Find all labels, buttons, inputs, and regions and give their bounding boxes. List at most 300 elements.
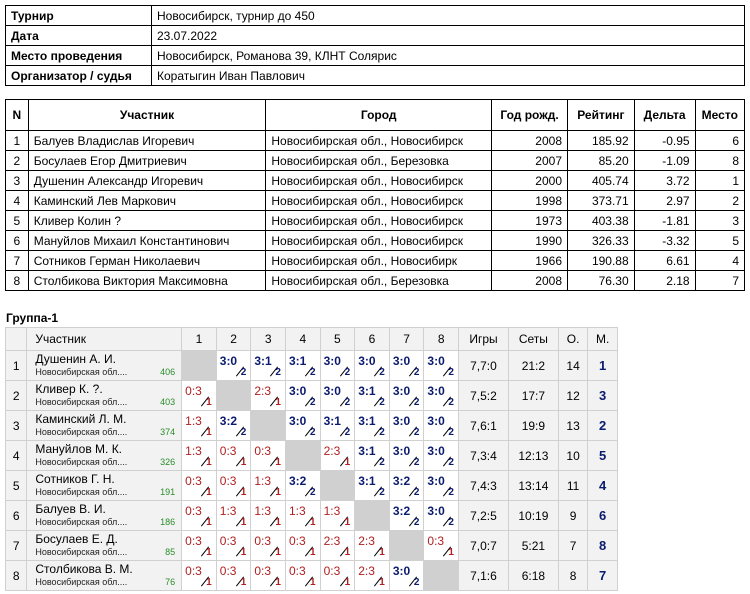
group-player bbox=[27, 471, 182, 501]
match-points: 1 bbox=[448, 547, 454, 558]
match-score-cell[interactable] bbox=[182, 501, 217, 531]
place-value: 1 bbox=[599, 358, 607, 373]
match-points: 2 bbox=[413, 517, 420, 528]
match-score-cell[interactable] bbox=[389, 471, 424, 501]
info-row bbox=[6, 46, 745, 66]
participant-row bbox=[6, 231, 745, 251]
match-score-cell[interactable] bbox=[251, 381, 286, 411]
group-player bbox=[27, 501, 182, 531]
participant-cell: -0.95 bbox=[634, 131, 695, 151]
group-row bbox=[6, 441, 618, 471]
group-sets: 10:19 bbox=[508, 501, 558, 531]
place-value: 2 bbox=[599, 418, 607, 433]
group-place bbox=[588, 531, 618, 561]
participants-header: Год рожд. bbox=[492, 100, 568, 131]
match-score: 0:3 bbox=[219, 474, 237, 488]
match-score: 3:0 bbox=[288, 384, 307, 398]
player-name[interactable]: Каминский Л. М. bbox=[35, 412, 127, 426]
match-points: 2 bbox=[413, 397, 420, 408]
participants-header: Место bbox=[695, 100, 744, 131]
player-name[interactable]: Мануйлов М. К. bbox=[35, 442, 123, 456]
player-city: Новосибирская обл.... bbox=[35, 487, 128, 497]
player-rating: 85 bbox=[165, 547, 176, 557]
match-score: 0:3 bbox=[185, 564, 202, 578]
match-score: 2:3 bbox=[323, 534, 341, 548]
match-points: 2 bbox=[413, 487, 420, 498]
match-score: 3:0 bbox=[392, 414, 411, 428]
match-score: 2:3 bbox=[358, 564, 375, 578]
participant-cell: 2008 bbox=[492, 271, 568, 291]
participant-row bbox=[6, 191, 745, 211]
diagonal-cell bbox=[216, 381, 251, 411]
group-sets: 6:18 bbox=[508, 561, 558, 591]
match-points: 2 bbox=[448, 367, 454, 378]
info-label: Дата bbox=[6, 26, 152, 46]
info-value: Коратыгин Иван Павлович bbox=[152, 66, 745, 86]
match-points: 1 bbox=[275, 577, 281, 588]
match-score: 1:3 bbox=[254, 474, 272, 488]
participant-cell: 1998 bbox=[492, 191, 568, 211]
match-points: 1 bbox=[344, 547, 351, 558]
player-rating: 326 bbox=[160, 457, 176, 467]
group-player bbox=[27, 411, 182, 441]
group-row-number: 7 bbox=[6, 531, 27, 561]
participant-cell: Душенин Александр Игоревич bbox=[28, 171, 266, 191]
participant-cell: 190.88 bbox=[568, 251, 635, 271]
participant-cell: 6 bbox=[695, 131, 744, 151]
match-points: 2 bbox=[379, 397, 385, 408]
match-score: 1:3 bbox=[323, 504, 341, 518]
match-points: 1 bbox=[206, 457, 212, 468]
player-name[interactable]: Кливер К. ?. bbox=[35, 382, 103, 396]
group-sets: 12:13 bbox=[508, 441, 558, 471]
match-points: 1 bbox=[379, 577, 385, 588]
participant-cell: 2008 bbox=[492, 131, 568, 151]
participant-cell: 403.38 bbox=[568, 211, 635, 231]
match-points: 2 bbox=[344, 427, 351, 438]
match-score-cell[interactable] bbox=[389, 501, 424, 531]
player-rating: 186 bbox=[160, 517, 176, 527]
match-score-cell[interactable] bbox=[424, 471, 459, 501]
participant-cell: 326.33 bbox=[568, 231, 635, 251]
place-value: 3 bbox=[599, 388, 607, 403]
match-score: 0:3 bbox=[427, 534, 445, 548]
match-score: 3:0 bbox=[392, 384, 411, 398]
player-name[interactable]: Душенин А. И. bbox=[35, 352, 116, 366]
match-score-cell[interactable] bbox=[182, 531, 217, 561]
participant-cell: 6 bbox=[6, 231, 29, 251]
match-score-cell[interactable] bbox=[216, 411, 251, 441]
match-score: 3:0 bbox=[323, 384, 341, 398]
group-player bbox=[27, 531, 182, 561]
diagonal-cell bbox=[182, 351, 217, 381]
match-score-cell[interactable] bbox=[182, 381, 217, 411]
match-score-cell[interactable] bbox=[389, 351, 424, 381]
match-score-cell[interactable] bbox=[389, 561, 424, 591]
diagonal-cell bbox=[389, 531, 424, 561]
info-label: Организатор / судья bbox=[6, 66, 152, 86]
match-points: 1 bbox=[344, 577, 351, 588]
match-points: 2 bbox=[344, 367, 351, 378]
group-games: 7,5:2 bbox=[459, 381, 509, 411]
match-score-cell[interactable] bbox=[355, 471, 390, 501]
match-points: 1 bbox=[206, 397, 212, 408]
participant-cell: 5 bbox=[695, 231, 744, 251]
group-sets: 5:21 bbox=[508, 531, 558, 561]
match-points: 1 bbox=[240, 457, 247, 468]
match-score-cell[interactable] bbox=[320, 561, 355, 591]
participant-cell: 185.92 bbox=[568, 131, 635, 151]
match-score-cell[interactable] bbox=[320, 411, 355, 441]
participant-cell: 85.20 bbox=[568, 151, 635, 171]
match-points: 2 bbox=[309, 367, 316, 378]
group-row bbox=[6, 381, 618, 411]
player-rating: 191 bbox=[160, 487, 176, 497]
match-points: 1 bbox=[379, 547, 385, 558]
match-points: 2 bbox=[309, 397, 316, 408]
group-header-col: 6 bbox=[355, 328, 390, 351]
match-score-cell[interactable] bbox=[424, 381, 459, 411]
group-header-col: 7 bbox=[389, 328, 424, 351]
match-points: 1 bbox=[309, 517, 316, 528]
participant-cell: Новосибирская обл., Новосибирск bbox=[266, 191, 492, 211]
match-score-cell[interactable] bbox=[285, 531, 320, 561]
participant-cell: 2.18 bbox=[634, 271, 695, 291]
match-score-cell[interactable] bbox=[320, 501, 355, 531]
group-games: 7,4:3 bbox=[459, 471, 509, 501]
match-score: 3:0 bbox=[427, 474, 445, 488]
match-points: 1 bbox=[240, 487, 247, 498]
place-value: 5 bbox=[599, 448, 607, 463]
group-points: 8 bbox=[558, 561, 588, 591]
group-sets: 19:9 bbox=[508, 411, 558, 441]
participant-cell: 8 bbox=[695, 151, 744, 171]
participant-cell: 1 bbox=[695, 171, 744, 191]
match-score: 2:3 bbox=[254, 384, 272, 398]
match-score: 3:2 bbox=[392, 474, 411, 488]
participant-cell: 7 bbox=[695, 271, 744, 291]
player-rating: 374 bbox=[160, 427, 176, 437]
participant-row bbox=[6, 151, 745, 171]
group-row bbox=[6, 531, 618, 561]
match-score: 1:3 bbox=[185, 414, 202, 428]
group-row bbox=[6, 561, 618, 591]
match-score-cell[interactable] bbox=[285, 561, 320, 591]
group-points: 14 bbox=[558, 351, 588, 381]
match-score-cell[interactable] bbox=[182, 441, 217, 471]
match-score: 1:3 bbox=[288, 504, 306, 518]
match-score-cell[interactable] bbox=[182, 471, 217, 501]
participant-cell: Новосибирская обл., Новосибирск bbox=[266, 131, 492, 151]
group-header-sets: Сеты bbox=[508, 328, 558, 351]
participant-cell: 2 bbox=[695, 191, 744, 211]
match-points: 2 bbox=[309, 487, 316, 498]
diagonal-cell bbox=[251, 411, 286, 441]
match-points: 1 bbox=[344, 517, 351, 528]
match-score-cell[interactable] bbox=[251, 561, 286, 591]
match-points: 2 bbox=[448, 517, 454, 528]
group-row-number: 1 bbox=[6, 351, 27, 381]
participants-header: Участник bbox=[28, 100, 266, 131]
match-points: 2 bbox=[379, 457, 385, 468]
player-name[interactable]: Балуев В. И. bbox=[35, 502, 106, 516]
match-score: 3:1 bbox=[358, 384, 376, 398]
participant-cell: 4 bbox=[6, 191, 29, 211]
participant-cell: 1973 bbox=[492, 211, 568, 231]
player-name[interactable]: Столбикова В. М. bbox=[35, 562, 133, 576]
match-points: 2 bbox=[344, 397, 351, 408]
participant-cell: Балуев Владислав Игоревич bbox=[28, 131, 266, 151]
match-score-cell[interactable] bbox=[251, 351, 286, 381]
match-score: 3:1 bbox=[358, 414, 376, 428]
match-score-cell[interactable] bbox=[216, 471, 251, 501]
participant-cell: Сотников Герман Николаевич bbox=[28, 251, 266, 271]
player-name[interactable]: Сотников Г. Н. bbox=[35, 472, 115, 486]
match-points: 2 bbox=[413, 367, 420, 378]
group-place bbox=[588, 381, 618, 411]
participant-cell: 3 bbox=[695, 211, 744, 231]
match-score-cell[interactable] bbox=[285, 351, 320, 381]
group-header-participant: Участник bbox=[27, 328, 182, 351]
match-score-cell[interactable] bbox=[389, 411, 424, 441]
participant-row bbox=[6, 131, 745, 151]
match-score-cell[interactable] bbox=[285, 501, 320, 531]
match-score-cell[interactable] bbox=[320, 381, 355, 411]
group-row bbox=[6, 411, 618, 441]
match-score: 3:0 bbox=[392, 354, 411, 368]
match-points: 2 bbox=[275, 367, 281, 378]
participant-cell: Новосибирская обл., Березовка bbox=[266, 151, 492, 171]
match-score: 2:3 bbox=[323, 444, 341, 458]
group-sets: 13:14 bbox=[508, 471, 558, 501]
info-value: Новосибирск, турнир до 450 bbox=[152, 6, 745, 26]
participant-cell: Мануйлов Михаил Константинович bbox=[28, 231, 266, 251]
match-score: 0:3 bbox=[288, 534, 306, 548]
match-score: 3:0 bbox=[427, 504, 445, 518]
match-score: 3:0 bbox=[358, 354, 376, 368]
match-score-cell[interactable] bbox=[320, 531, 355, 561]
place-value: 8 bbox=[599, 538, 607, 553]
group-title: Группа-1 bbox=[6, 311, 59, 325]
diagonal-cell bbox=[285, 441, 320, 471]
tournament-info-table bbox=[5, 5, 745, 86]
match-points: 2 bbox=[448, 397, 454, 408]
match-score-cell[interactable] bbox=[216, 501, 251, 531]
participant-cell: -3.32 bbox=[634, 231, 695, 251]
match-score: 3:0 bbox=[427, 384, 445, 398]
player-city: Новосибирская обл.... bbox=[35, 547, 128, 557]
participants-table bbox=[5, 99, 745, 291]
diagonal-cell bbox=[355, 501, 390, 531]
group-player bbox=[27, 351, 182, 381]
player-city: Новосибирская обл.... bbox=[35, 457, 128, 467]
match-points: 1 bbox=[275, 517, 281, 528]
match-score: 3:2 bbox=[288, 474, 307, 488]
match-score: 3:0 bbox=[288, 414, 307, 428]
match-points: 1 bbox=[240, 577, 247, 588]
group-games: 7,6:1 bbox=[459, 411, 509, 441]
match-score-cell[interactable] bbox=[355, 441, 390, 471]
player-city: Новосибирская обл.... bbox=[35, 397, 128, 407]
group-place bbox=[588, 561, 618, 591]
player-rating: 403 bbox=[160, 397, 176, 407]
match-points: 1 bbox=[275, 457, 281, 468]
match-score-cell[interactable] bbox=[355, 561, 390, 591]
match-score-cell[interactable] bbox=[216, 531, 251, 561]
participant-cell: 2000 bbox=[492, 171, 568, 191]
group-row-number: 4 bbox=[6, 441, 27, 471]
group-header-col: 8 bbox=[424, 328, 459, 351]
group-header-col: 4 bbox=[285, 328, 320, 351]
match-score: 3:0 bbox=[427, 414, 445, 428]
match-score-cell[interactable] bbox=[285, 381, 320, 411]
participant-cell: Новосибирская обл., Новосибирск bbox=[266, 211, 492, 231]
match-score-cell[interactable] bbox=[320, 441, 355, 471]
group-games: 7,3:4 bbox=[459, 441, 509, 471]
match-score-cell[interactable] bbox=[251, 441, 286, 471]
match-score: 3:0 bbox=[427, 444, 445, 458]
info-row bbox=[6, 6, 745, 26]
group-header-num bbox=[6, 328, 27, 351]
match-points: 2 bbox=[240, 367, 247, 378]
info-value: Новосибирск, Романова 39, КЛНТ Солярис bbox=[152, 46, 745, 66]
diagonal-cell bbox=[424, 561, 459, 591]
group-row-number: 3 bbox=[6, 411, 27, 441]
match-points: 1 bbox=[344, 457, 351, 468]
participant-cell: 1990 bbox=[492, 231, 568, 251]
participant-row bbox=[6, 271, 745, 291]
group-header-col: 3 bbox=[251, 328, 286, 351]
match-score: 0:3 bbox=[323, 564, 341, 578]
group-place bbox=[588, 411, 618, 441]
match-score-cell[interactable] bbox=[320, 351, 355, 381]
participants-header: N bbox=[6, 100, 29, 131]
match-score-cell[interactable] bbox=[182, 411, 217, 441]
match-score-cell[interactable] bbox=[355, 531, 390, 561]
match-score-cell[interactable] bbox=[251, 471, 286, 501]
player-city: Новосибирская обл.... bbox=[35, 577, 128, 587]
match-score: 0:3 bbox=[219, 534, 237, 548]
match-score: 3:1 bbox=[323, 414, 341, 428]
match-points: 1 bbox=[206, 577, 212, 588]
match-score: 3:2 bbox=[392, 504, 411, 518]
participant-cell: -1.09 bbox=[634, 151, 695, 171]
group-player bbox=[27, 561, 182, 591]
info-value: 23.07.2022 bbox=[152, 26, 745, 46]
match-score: 3:0 bbox=[427, 354, 445, 368]
match-score-cell[interactable] bbox=[424, 441, 459, 471]
match-score-cell[interactable] bbox=[424, 531, 459, 561]
group-points: 10 bbox=[558, 441, 588, 471]
match-points: 2 bbox=[240, 427, 247, 438]
match-points: 2 bbox=[379, 367, 385, 378]
match-score-cell[interactable] bbox=[389, 381, 424, 411]
participant-cell: Кливер Колин ? bbox=[28, 211, 266, 231]
participant-row bbox=[6, 171, 745, 191]
info-label: Турнир bbox=[6, 6, 152, 26]
match-score-cell[interactable] bbox=[389, 441, 424, 471]
match-score: 0:3 bbox=[254, 564, 272, 578]
participant-cell: 6.61 bbox=[634, 251, 695, 271]
match-points: 2 bbox=[413, 577, 420, 588]
participant-cell: Новосибирская обл., Новосибирск bbox=[266, 231, 492, 251]
info-label: Место проведения bbox=[6, 46, 152, 66]
match-score: 2:3 bbox=[358, 534, 375, 548]
match-points: 2 bbox=[379, 487, 385, 498]
participants-header: Рейтинг bbox=[568, 100, 635, 131]
participant-cell: 405.74 bbox=[568, 171, 635, 191]
player-name[interactable]: Босулаев Е. Д. bbox=[35, 532, 118, 546]
group-header-place: М. bbox=[588, 328, 618, 351]
group-points: 11 bbox=[558, 471, 588, 501]
match-score-cell[interactable] bbox=[355, 381, 390, 411]
group-place bbox=[588, 471, 618, 501]
match-score-cell[interactable] bbox=[251, 501, 286, 531]
player-rating: 76 bbox=[165, 577, 176, 587]
match-score-cell[interactable] bbox=[355, 351, 390, 381]
place-value: 4 bbox=[599, 478, 607, 493]
match-points: 1 bbox=[206, 517, 212, 528]
match-score-cell[interactable] bbox=[424, 351, 459, 381]
match-points: 2 bbox=[379, 427, 385, 438]
participant-cell: 8 bbox=[6, 271, 29, 291]
match-points: 1 bbox=[206, 487, 212, 498]
participant-cell: -1.81 bbox=[634, 211, 695, 231]
match-score-cell[interactable] bbox=[285, 411, 320, 441]
match-points: 1 bbox=[240, 547, 247, 558]
match-score: 3:1 bbox=[358, 444, 376, 458]
group-sets: 17:7 bbox=[508, 381, 558, 411]
match-score: 1:3 bbox=[254, 504, 272, 518]
participant-cell: Новосибирская обл., Новосибирк bbox=[266, 251, 492, 271]
group-games: 7,0:7 bbox=[459, 531, 509, 561]
group-header-games: Игры bbox=[459, 328, 509, 351]
participant-cell: 7 bbox=[6, 251, 29, 271]
participant-cell: Каминский Лев Маркович bbox=[28, 191, 266, 211]
participants-header: Дельта bbox=[634, 100, 695, 131]
match-score-cell[interactable] bbox=[285, 471, 320, 501]
participants-header: Город bbox=[266, 100, 492, 131]
match-score: 0:3 bbox=[185, 504, 202, 518]
participant-cell: Новосибирская обл., Березовка bbox=[266, 271, 492, 291]
match-score-cell[interactable] bbox=[424, 501, 459, 531]
group-row bbox=[6, 351, 618, 381]
participant-cell: 4 bbox=[695, 251, 744, 271]
match-points: 1 bbox=[275, 487, 281, 498]
match-score-cell[interactable] bbox=[355, 411, 390, 441]
match-score-cell[interactable] bbox=[216, 441, 251, 471]
match-score-cell[interactable] bbox=[216, 351, 251, 381]
match-score: 3:1 bbox=[254, 354, 272, 368]
match-score: 3:1 bbox=[358, 474, 376, 488]
match-score: 1:3 bbox=[185, 444, 202, 458]
match-score-cell[interactable] bbox=[182, 561, 217, 591]
match-score: 3:0 bbox=[392, 564, 411, 578]
group-header-col: 1 bbox=[182, 328, 217, 351]
match-score-cell[interactable] bbox=[424, 411, 459, 441]
match-score: 0:3 bbox=[219, 564, 237, 578]
participant-cell: 5 bbox=[6, 211, 29, 231]
match-points: 2 bbox=[448, 457, 454, 468]
group-sets: 21:2 bbox=[508, 351, 558, 381]
place-value: 6 bbox=[599, 508, 607, 523]
match-score-cell[interactable] bbox=[251, 531, 286, 561]
match-score: 0:3 bbox=[254, 444, 272, 458]
match-score: 0:3 bbox=[185, 534, 202, 548]
match-score-cell[interactable] bbox=[216, 561, 251, 591]
player-city: Новосибирская обл.... bbox=[35, 517, 128, 527]
match-points: 1 bbox=[309, 577, 316, 588]
